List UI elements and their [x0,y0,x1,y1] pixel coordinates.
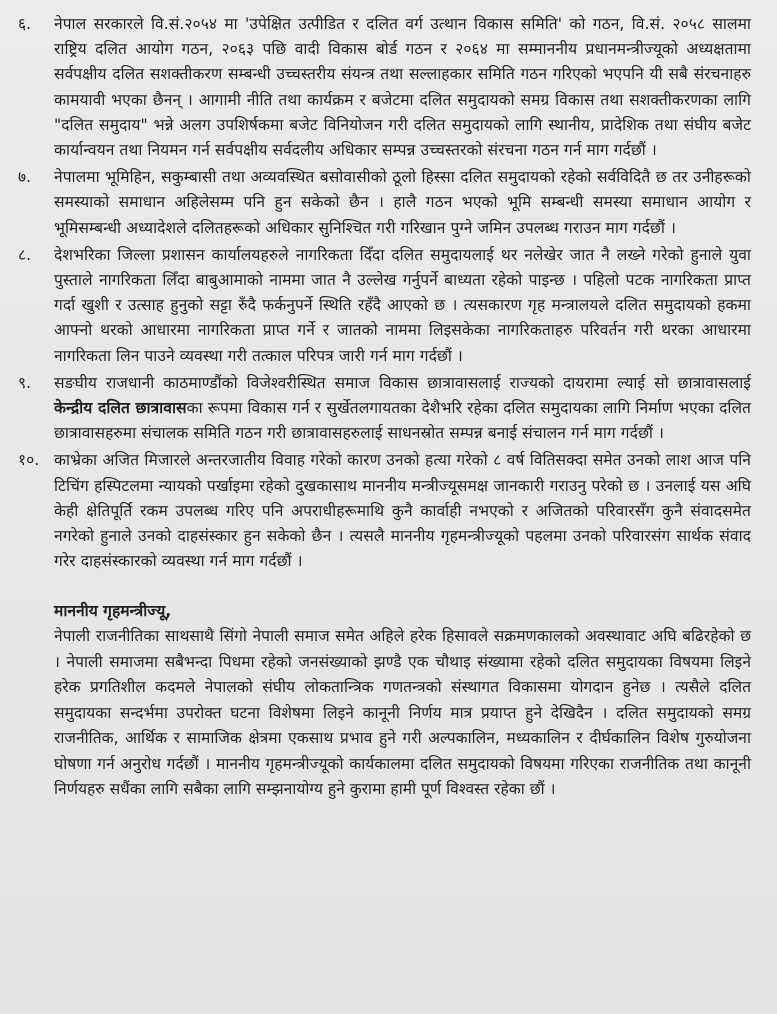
list-item-6 [10,12,751,163]
item-number: ९. [18,373,32,392]
salutation-heading: माननीय गृहमन्त्रीज्यू, [54,602,172,621]
item-text: देशभरिका जिल्ला प्रशासन कार्यालयहरुले नागरिकता दिँदा दलित समुदायलाई थर नलेखेर जात नै लख्ने गरेको हुनाले युवा पुस्ताले नागरिकता लिँदा बाबुआमाको नाममा जात नै उल्लेख गर्नुपर्ने बाध्यता रहेको पाइन्छ । पहिलो पटक नागरिकता प्राप्त गर्दा खुशी र उत्साह हुनुको सट्टा रुँदै फर्कनुपर्ने स्थिति रहँदै आएको छ । त्यसकारण गृह मन्त्रालयले दलित समुदायको हकमा आफ्नो थरको आधारमा नागरिकता प्राप्त गर्ने र जातको नाममा लिइसकेका नागरिकताहरु परिवर्तन गरी थरका आधारमा नागरिकता लिन पाउने व्यवस्था गरी तत्काल परिपत्र जारी गर्न माग गर्दछौं । [54,245,751,365]
closing-paragraph: नेपाली राजनीतिका साथसाथै सिंगो नेपाली समाज समेत अहिले हरेक हिसावले सक्रमणकालको अवस्थावाट अघि बढिरहेको छ । नेपाली समाजमा सबैभन्दा पिधमा रहेको जनसंख्याको झण्डै एक चौथाइ संख्यामा रहेको दलित समुदायका विषयमा लिइने हरेक प्रगतिशील कदमले नेपालको संघीय लोकतान्त्रिक गणतन्त्रको संस्थागत विकासमा योगदान हुनेछ । त्यसैले दलित समुदायका सन्दर्भमा उपरोक्त घटना विशेषमा लिइने कानूनी निर्णय मात्र प्रयाप्त हुने देखिदैन । दलित समुदायको समग्र राजनीतिक, आर्थिक र सामाजिक क्षेत्रमा एकसाथ प्रभाव हुने गरी अल्पकालिन, मध्यकालिन र दीर्घकालिन विशेष गुरुयोजना घोषणा गर्न अनुरोध गर्दछौं । माननीय गृहमन्त्रीज्यूको कार्यकालमा दलित समुदायको विषयमा गरिएका राजनीतिक तथा कानूनी निर्णयहरु सधैंका लागि सबैका लागि सम्झनायोग्य हुने कुरामा हामी पूर्ण विश्वस्त रहेका छौं । [54,627,751,798]
item-number: १०. [18,451,40,470]
hostel-name-bold: केन्द्रीय दलित छात्रावास [54,399,187,418]
item-number: ६. [18,15,32,33]
list-item-9 [10,371,751,447]
item-number: ७. [18,168,32,187]
item-text-before: सङघीय राजधानी काठमाण्डौंको विजेश्वरीस्थित समाज विकास छात्रावासलाई राज्यको दायरामा ल्याई सो छात्रावासलाई [54,373,751,392]
item-text-after: का रूपमा विकास गर्न र सुर्खेतलगायतका देशैभरि रहेका दलित समुदायका लागि निर्माण भएका दलित छात्रावासहरुमा संचालक समिति गठन गरी छात्रावासहरुलाई साधनस्रोत सम्पन्न बनाई संचालन गर्न माग गर्दछौं । [54,399,751,443]
list-item-10 [10,448,751,574]
item-text [54,371,751,447]
item-text: काभ्रेका अजित मिजारले अन्तरजातीय विवाह गरेको कारण उनको हत्या गरेको ८ वर्ष वितिसक्दा समेत उनको लाश आज पनि टिचिंग हस्पिटलमा न्यायको पर्खाइमा रहेको दुखकासाथ माननीय मन्त्रीज्यूसमक्ष जानकारी गराउनु परेको छ । उनलाई यस अघि केही क्षेतिपूर्ति रकम उपलब्ध गरिए पनि अपराधीहरूमाथि कुनै कार्वाही नभएको र अजितको परिवारसँग कुनै संवादसमेत नगरेको हुनाले उनको दाहसंस्कार हुन सकेको छैन । त्यसलै माननीय गृहमन्त्रीज्यूको पहलमा उनको परिवारसंग सार्थक संवाद गरेर दाहसंस्कारको व्यवस्था गर्न माग गर्दछौं । [54,451,751,571]
item-number: ८. [18,245,32,264]
closing-section [10,598,751,802]
list-item-7 [10,165,751,241]
item-text: नेपालमा भूमिहिन, सकुम्बासी तथा अव्यवस्थित बसोवासीको ठूलो हिस्सा दलित समुदायको रहेको सर्वविदितै छ तर उनीहरूको समस्याको समाधान अहिलेसम्म पनि हुन सकेको छैन । हालै गठन भएको भूमि सम्बन्धी समस्या समाधान आयोग र भूमिसम्बन्धी अध्यादेशले दलितहरूको अधिकार सुनिश्चित गरी गरिखान पुग्ने जमिन उपलब्ध गराउन माग गर्दछौं । [54,168,751,237]
list-item-8 [10,243,751,369]
item-text: नेपाल सरकारले वि.सं.२०५४ मा 'उपेक्षित उत्पीडित र दलित वर्ग उत्थान विकास समिति' को गठन, वि.सं. २०५८ सालमा राष्ट्रिय दलित आयोग गठन, २०६३ पछि वादी विकास बोर्ड गठन र २०६४ मा सम्माननीय प्रधानमन्त्रीज्यूको अध्यक्षतामा सर्वपक्षीय दलित सशक्तीकरण सम्बन्धी उच्चस्तरीय संयन्त्र तथा सल्लाहकार समिति गठन गरिएको भएपनि यी सबै संरचनाहरु कामयावी भएका छैनन् । आगामी नीति तथा कार्यक्रम र बजेटमा दलित समुदायको समग्र विकास तथा सशक्तीकरणका लागि "दलित समुदाय" भन्ने अलग उपशिर्षकमा बजेट विनियोजन गरी दलित समुदायको लागि स्थानीय, प्रादेशिक तथा संघीय बजेट कार्यान्वयन तथा नियमन गर्न सर्वपक्षीय सर्वदलीय अधिकार सम्पन्न उच्चस्तरको संरचना गठन गर्न माग गर्दछौं । [54,15,751,160]
